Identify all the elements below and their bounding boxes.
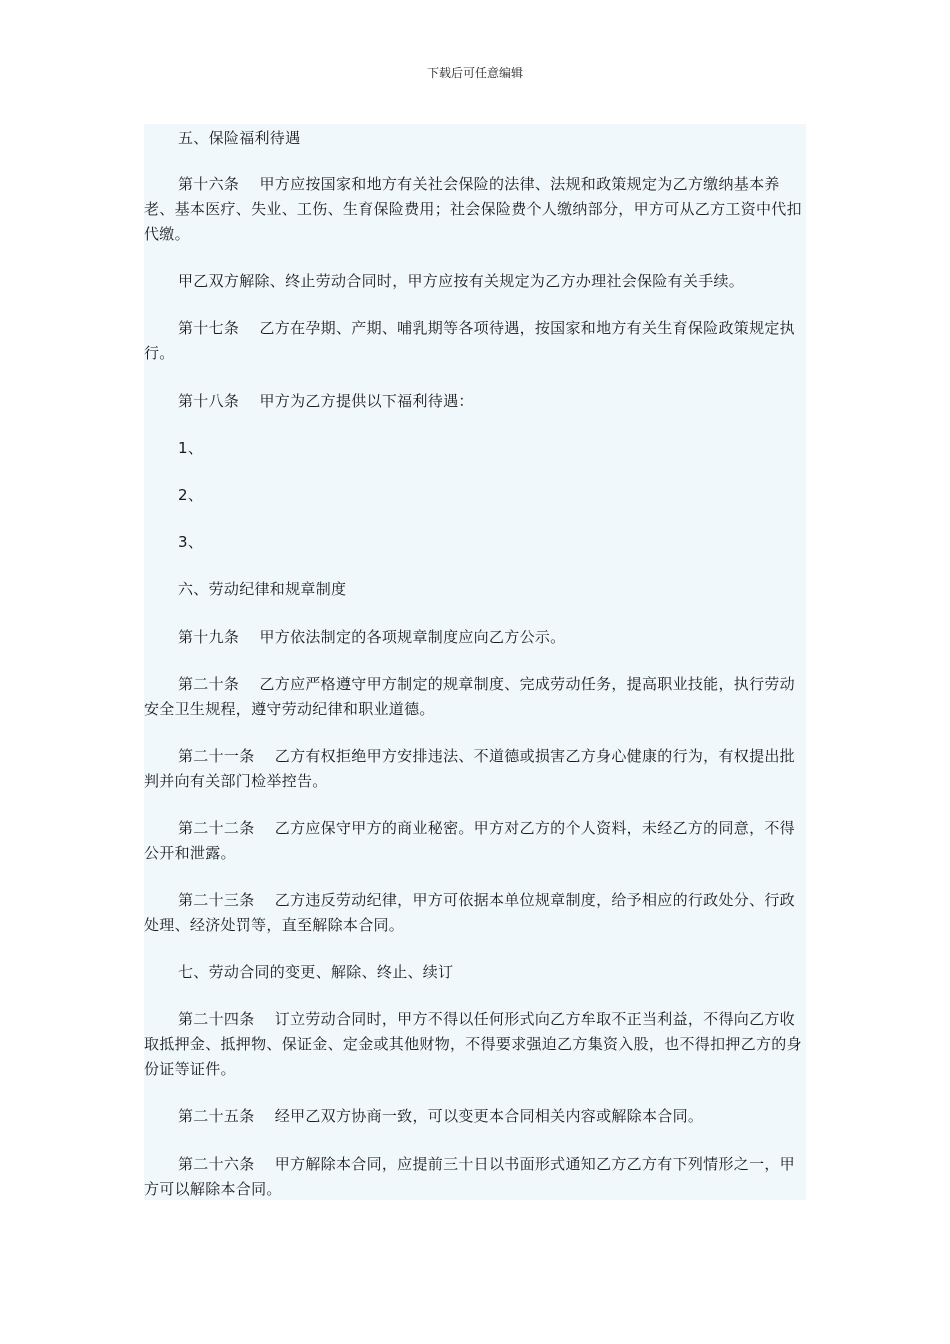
article-17: 第十七条 乙方在孕期、产期、哺乳期等各项待遇，按国家和地方有关生育保险政策规定执行。 <box>144 319 795 362</box>
article-19: 第十九条 甲方依法制定的各项规章制度应向乙方公示。 <box>178 628 566 646</box>
article-25: 第二十五条 经甲乙双方协商一致，可以变更本合同相关内容或解除本合同。 <box>178 1107 704 1125</box>
article-20: 第二十条 乙方应严格遵守甲方制定的规章制度、完成劳动任务，提高职业技能，执行劳动安全卫生规程，遵守劳动纪律和职业道德。 <box>144 675 795 718</box>
article-26: 第二十六条 甲方解除本合同，应提前三十日以书面形式通知乙方乙方有下列情形之一，甲方可以解除本合同。 <box>144 1155 795 1198</box>
article-16: 第十六条 甲方应按国家和地方有关社会保险的法律、法规和政策规定为乙方缴纳基本养老、基本医疗、失业、工伤、生育保险费用；社会保险费个人缴纳部分，甲方可从乙方工资中代扣代缴。 <box>144 175 802 243</box>
section-heading-insurance: 五、保险福利待遇 <box>178 129 301 147</box>
article-22: 第二十二条 乙方应保守甲方的商业秘密。甲方对乙方的个人资料，未经乙方的同意，不得公开和泄露。 <box>144 819 795 862</box>
section-heading-discipline: 六、劳动纪律和规章制度 <box>178 580 347 598</box>
list-item-1: 1、 <box>178 439 204 457</box>
page-header: 下载后可任意编辑 <box>426 66 523 80</box>
article-18: 第十八条 甲方为乙方提供以下福利待遇： <box>178 392 474 410</box>
article-21: 第二十一条 乙方有权拒绝甲方安排违法、不道德或损害乙方身心健康的行为，有权提出批判并向有关部门检举控告。 <box>144 747 795 790</box>
list-item-3: 3、 <box>178 533 204 551</box>
article-16-clause-2: 甲乙双方解除、终止劳动合同时，甲方应按有关规定为乙方办理社会保险有关手续。 <box>178 272 745 290</box>
list-item-2: 2、 <box>178 486 204 504</box>
article-24: 第二十四条 订立劳动合同时，甲方不得以任何形式向乙方牟取不正当利益，不得向乙方收取抵押金、抵押物、保证金、定金或其他财物，不得要求强迫乙方集资入股，也不得扣押乙方的身份证等证件。 <box>144 1010 802 1078</box>
article-23: 第二十三条 乙方违反劳动纪律，甲方可依据本单位规章制度，给予相应的行政处分、行政处理、经济处罚等，直至解除本合同。 <box>144 891 795 934</box>
section-heading-contract-changes: 七、劳动合同的变更、解除、终止、续订 <box>178 963 454 981</box>
document-body <box>144 124 806 1200</box>
